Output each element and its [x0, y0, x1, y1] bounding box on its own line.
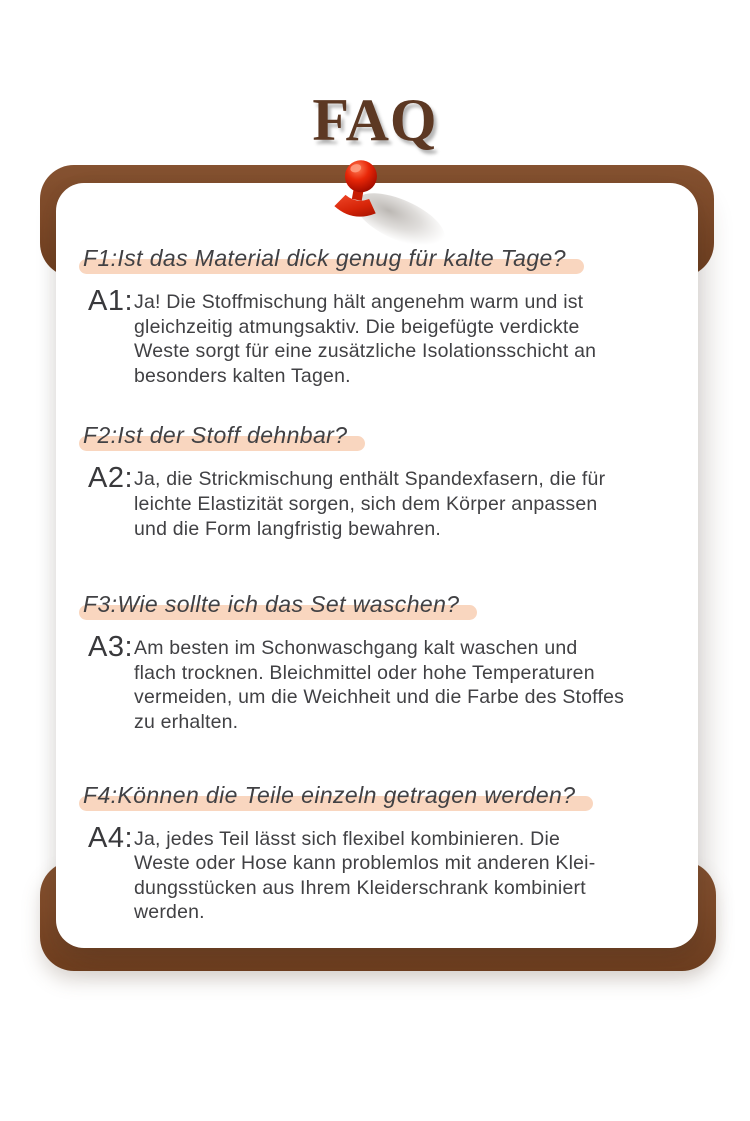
faq-answer-line: leichte Elastizität sorgen, sich dem Körper anpassen: [134, 492, 598, 515]
faq-question-text: F3:Wie sollte ich das Set waschen?: [83, 591, 460, 618]
red-pushpin-icon: [310, 155, 460, 250]
faq-answer-line: flach trocknen. Bleichmittel oder hohe Temperaturen: [134, 661, 595, 684]
faq-question-text: F4:Können die Teile einzeln getragen werden?: [83, 781, 576, 808]
faq-answer-line: Ja, jedes Teil lässt sich flexibel kombinieren. Die: [134, 827, 561, 850]
faq-answer: [88, 285, 670, 388]
faq-question-text: F1:Ist das Material dick genug für kalte Tage?: [83, 245, 566, 271]
faq-answer-line: werden.: [134, 901, 205, 924]
faq-answer-text: [134, 825, 595, 925]
faq-answer-line: und die Form langfristig bewahren.: [134, 517, 442, 540]
faq-list: [83, 245, 670, 925]
faq-question: [83, 422, 670, 448]
faq-question: [83, 782, 670, 808]
faq-answer-text: [134, 634, 624, 734]
faq-answer-label: A2:: [88, 462, 134, 495]
faq-answer-line: Am besten im Schonwaschgang kalt waschen und: [134, 637, 578, 660]
faq-answer-line: Ja! Die Stoffmischung hält angenehm warm und ist: [134, 291, 584, 313]
faq-answer-line: gleichzeitig atmungsaktiv. Die beigefügte verdickte: [134, 315, 580, 338]
faq-answer-line: dungsstücken aus Ihrem Kleiderschrank kombiniert: [134, 876, 586, 899]
faq-item: [83, 245, 670, 388]
faq-answer-text: [134, 465, 605, 541]
faq-answer-label: A3:: [88, 631, 134, 664]
faq-answer-line: Weste sorgt für eine zusätzliche Isolationsschicht an: [134, 340, 597, 363]
faq-item: [83, 591, 670, 734]
faq-answer-line: zu erhalten.: [134, 710, 239, 733]
faq-answer: [88, 631, 670, 734]
faq-answer-label: A1:: [88, 285, 134, 317]
faq-answer-label: A4:: [88, 821, 134, 854]
faq-answer-line: Weste oder Hose kann problemlos mit anderen Klei-: [134, 852, 596, 875]
faq-card: [56, 183, 698, 948]
faq-answer-line: vermeiden, um die Weichheit und die Farbe des Stoffes: [134, 686, 625, 709]
faq-item: [83, 782, 670, 925]
page-title: FAQ: [312, 87, 438, 153]
faq-answer: [88, 462, 670, 541]
faq-answer-line: besonders kalten Tagen.: [134, 364, 351, 387]
faq-question: [83, 591, 670, 617]
faq-answer-line: Ja, die Strickmischung enthält Spandexfasern, die für: [134, 468, 606, 491]
faq-question-text: F2:Ist der Stoff dehnbar?: [83, 422, 348, 449]
faq-answer: [88, 821, 670, 925]
faq-item: [83, 422, 670, 541]
faq-answer-text: [134, 288, 596, 388]
